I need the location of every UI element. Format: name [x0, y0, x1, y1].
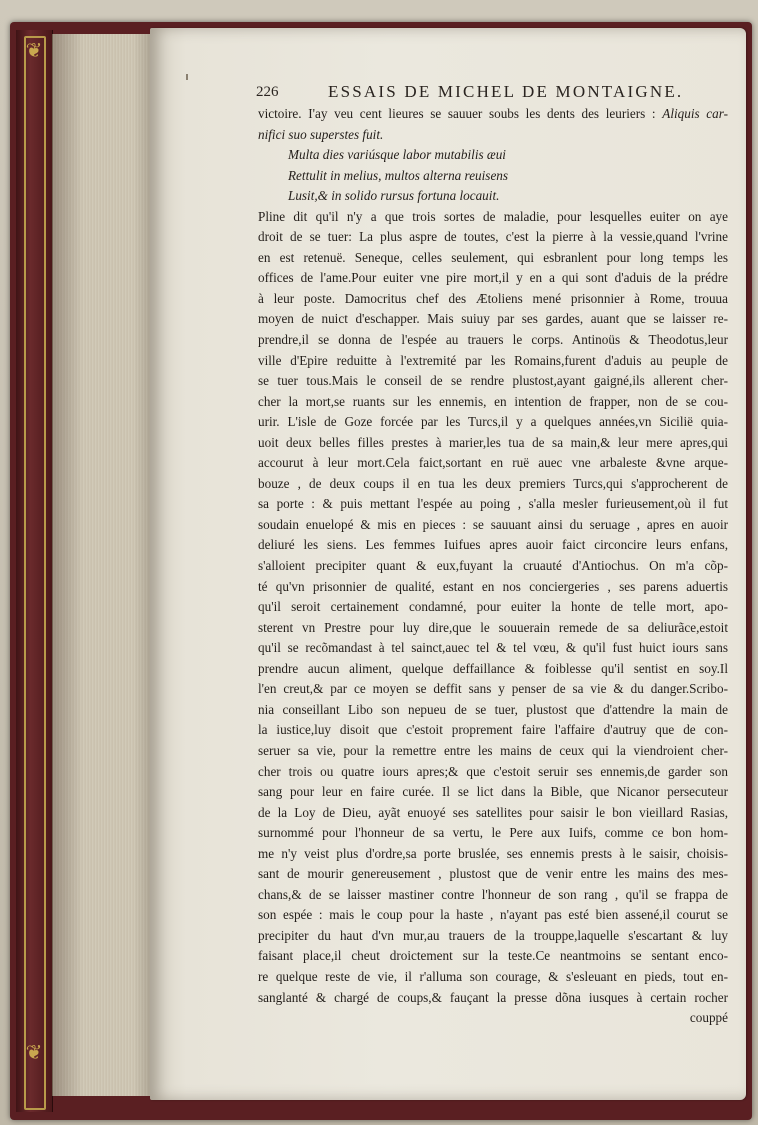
text-line: cher la mort,se ruants sur les ennemis, en intention de frapper, non de se cou-	[258, 393, 728, 409]
text-line: son espée : mais le coup pour la haste , n'ayant pas esté bien assené,il courut se	[258, 907, 728, 923]
text-line: Pline dit qu'il n'y a que trois sortes de maladie, pour lesquelles euiter on aye	[258, 208, 728, 224]
text-line: sa porte : & puis mettant l'espée au poing , s'alla mesler furieusement,où il fut	[258, 496, 728, 512]
text-line: cher trois ou quatre iours apres;& que c'estoit seruir ses ennemis,de garder son	[258, 763, 728, 779]
text-line: se tuer tous.Mais le conseil de se rendre plustost,ayant gaigné,ils allerent cher-	[258, 373, 728, 389]
text-line: accourut à leur mort.Cela faict,sortant en ruë auec vne arbaleste &vne arque-	[258, 455, 728, 471]
text-line-roman: victoire. I'ay veu cent lieures se sauuer soubs les dents des leuriers :	[258, 106, 663, 121]
text-line: deliuré les siens. Les femmes Iuifues apres auoir faict circoncire leurs enfans,	[258, 537, 728, 553]
spine-top-ornament: ❦	[25, 40, 43, 62]
text-line: la iustice,luy disoit que c'estoit proprement faire l'affaire d'autruy que de con-	[258, 722, 728, 738]
running-title: ESSAIS DE MICHEL DE MONTAIGNE.	[328, 82, 684, 101]
verse-line: Multa dies variúsque labor mutabilis æui	[288, 147, 506, 163]
page-number: 226	[256, 84, 279, 100]
text-line: precipiter du haut d'vn mur,au trauers de la trouppe,laquelle s'escartant & luy	[258, 927, 728, 943]
text-line	[258, 104, 728, 125]
text-line: faisant place,il cheut droictement sur la teste.Ce neantmoins se sentant enco-	[258, 948, 728, 964]
text-line: té qu'vn prisonnier de qualité, estant en nos conciergeries , ses parens aduertis	[258, 578, 728, 594]
text-line: moyen de nuict d'eschapper. Mais suiuy par ses gardes, auant que se laisser re-	[258, 311, 728, 327]
text-line: sterent vn Prestre pour luy dire,que le souuerain remede de sa deliurãce,estoit	[258, 619, 728, 635]
text-line: nifici suo superstes fuit.	[258, 126, 384, 142]
text-line: sanglanté & chargé de coups,& fauçant la presse dõna iusques à certain rocher	[258, 989, 728, 1005]
text-line: qu'il se recõmandast à tel sainct,auec tel & tel vœu, & qu'il fust huict iours sans	[258, 640, 728, 656]
text-line: uoit deux belles filles prestes à marier,les tua de sa main,& leur mere apres,qui	[258, 434, 728, 450]
text-line: s'alloient precipiter quant & eux,fuyant la cruauté d'Antiochus. On m'a cõp-	[258, 558, 728, 574]
text-line-italic: Aliquis car-	[662, 106, 728, 121]
text-line: surnommé pour l'honneur de sa vertu, le Pere aux Iuifs, comme ce bon hom-	[258, 825, 728, 841]
text-line: ville d'Epire reduitte à l'extremité par les Romains,furent d'aduis au peuple de	[258, 352, 728, 368]
spine-gilt-border	[24, 36, 46, 1110]
text-line: prendre,il se donna de l'espée au trauers le corps. Antinoüs & Theodotus,leur	[258, 332, 728, 348]
text-line: seruer sa vie, pour la remettre entre les mains de ceux qui la viendroient cher-	[258, 742, 728, 758]
text-line: droit de se tuer: La plus aspre de toutes, c'est la pierre à la vessie,quand l'vrine	[258, 229, 728, 245]
text-line: prendre aucun aliment, quelque deffaillance & foiblesse qu'il sentist en soy.Il	[258, 660, 728, 676]
text-block	[258, 104, 728, 1029]
text-line: sant de mourir genereusement , plustost que de venir entre les mains des mes-	[258, 866, 728, 882]
text-line: de la Loy de Dieu, ayãt enuoyé ses satellites pour saisir le bon vieillard Rasias,	[258, 804, 728, 820]
text-line: qu'il seroit certainement condamné, pour euiter la honte de telle mort, apo-	[258, 599, 728, 615]
text-line: nia conseillant Libo son nepueu de se tuer, plustost que d'attendre la main de	[258, 701, 728, 717]
text-line: bouze , de deux coups il en tua les deux premiers Turcs,qui s'approcherent de	[258, 475, 728, 491]
text-line: chans,& de se laisser mastiner contre l'honneur de son rang , qu'il se frappa de	[258, 886, 728, 902]
verse-line: Lusit,& in solido rursus fortuna locauit.	[288, 188, 500, 204]
gutter-mark	[186, 74, 188, 80]
text-line: en est retenuë. Seneque, celles seulement, qui esbranlent pour long temps les	[258, 249, 728, 265]
verse-line: Rettulit in melius, multos alterna reuisens	[288, 167, 509, 183]
text-line: soudain enuelopé & mis en pieces : se sauuant ainsi du seruage , apres en auoir	[258, 516, 728, 532]
text-line: me n'y veist plus d'ordre,sa porte bruslée, ses ennemis prests à le saisir, choisis-	[258, 845, 728, 861]
text-line: re quelque reste de vie, il r'alluma son courage, & s'esleuant en pieds, tout en-	[258, 968, 728, 984]
text-line: offices de l'ame.Pour euiter vne pire mort,il y en a qui sont d'aduis de la prédre	[258, 270, 728, 286]
text-line: urir. L'isle de Goze forcée par les Turcs,il y a quelques années,vn Sicilië quia-	[258, 414, 728, 430]
text-line: à leur poste. Damocritus chef des Ætoliens mené prisonnier à Rome, trouua	[258, 290, 728, 306]
text-line: l'en creut,& par ce moyen se deffit sans y penser de sa vie & du danger.Scribo-	[258, 681, 728, 697]
catchword: couppé	[689, 1010, 728, 1026]
page-block-shade	[52, 34, 154, 1096]
text-line: sang pour leur en faire curée. Il se lict dans la Bible, que Nicanor persecuteur	[258, 784, 728, 800]
spine-bottom-ornament: ❦	[25, 1042, 43, 1064]
running-head	[256, 82, 716, 104]
